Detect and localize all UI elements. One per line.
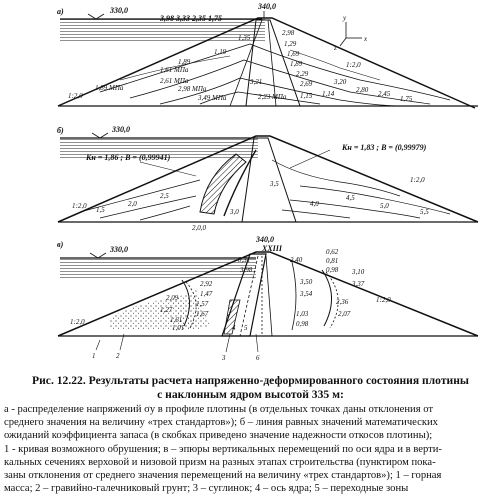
axis-label-x: x bbox=[364, 35, 368, 43]
caption-line: кальных сечениях верховой и низовой призм на разных этапах строительства (пунктиром пока- bbox=[4, 456, 436, 468]
panel-b-slope-up: 1:2,0 bbox=[72, 202, 87, 210]
contour-label: 1,5 bbox=[96, 206, 105, 214]
stress-label: 1,19 bbox=[214, 48, 227, 56]
displacement-label: 3,98 bbox=[240, 266, 253, 274]
panel-b-slope-down: 1:2,0 bbox=[410, 176, 425, 184]
panel-a-slope-up: 1:2,0 bbox=[68, 92, 83, 100]
panel-a-letter: а) bbox=[57, 7, 64, 16]
panel-b-elev-label: 2,0,0 bbox=[192, 224, 206, 232]
zone-number: 1 bbox=[92, 352, 96, 360]
slip-wedge bbox=[200, 154, 246, 214]
stress-label: 2,98 bbox=[282, 29, 295, 37]
caption-body bbox=[4, 403, 497, 495]
caption-line: масса; 2 – гравийно-галечниковый грунт; 3 – суглинок; 4 – ось ядра; 5 – переходные зоны bbox=[4, 483, 409, 495]
contour-label: 2,0 bbox=[128, 200, 137, 208]
zone-number: 5 bbox=[244, 324, 248, 332]
contour-label: 2,5 bbox=[160, 192, 169, 200]
displacement-label: 2,40 bbox=[290, 256, 303, 264]
zone-number: 4 bbox=[232, 324, 236, 332]
caption-title-line1: Рис. 12.22. Результаты расчета напряженно-деформированного состояния плотины bbox=[32, 374, 469, 387]
stress-label: 3,21 bbox=[250, 78, 263, 86]
displacement-label: 1,67 bbox=[196, 310, 209, 318]
stress-label: 2,80 bbox=[356, 86, 369, 94]
displacement-label: 0,31 bbox=[238, 256, 251, 264]
displacement-label: 2,07 bbox=[338, 310, 351, 318]
stress-label: 1,35 bbox=[238, 34, 251, 42]
stress-label: 2,45 bbox=[378, 90, 391, 98]
displacement-label: 1,01 bbox=[172, 324, 185, 332]
displacement-label: 2,92 bbox=[200, 280, 213, 288]
displacement-label: 2,36 bbox=[336, 298, 349, 306]
displacement-label: 0,62 bbox=[326, 248, 339, 256]
panel-c bbox=[57, 235, 478, 362]
panel-b bbox=[57, 125, 478, 232]
caption-line: среднего значения на величину «трех стандартов»); б – линия равных значений математических bbox=[4, 417, 438, 429]
panel-b-water-elev: 330,0 bbox=[112, 125, 130, 134]
displacement-label: 1,03 bbox=[296, 310, 309, 318]
panel-a-top-values: 3,98 3,33 2,35 1,75 bbox=[160, 14, 222, 23]
panel-c-roman: XXIII bbox=[262, 244, 283, 253]
stress-label: 1,89 bbox=[290, 60, 303, 68]
contour-label: 5,5 bbox=[420, 208, 429, 216]
figure-caption bbox=[4, 374, 497, 495]
displacement-label: 0,98 bbox=[326, 266, 339, 274]
stress-label: 1,29 bbox=[284, 40, 297, 48]
axis-label-z: z bbox=[334, 44, 337, 52]
caption-line: а - распределение напряжений σy в профиле плотины (в отдельных точках даны отклонения от bbox=[4, 404, 434, 415]
coordinate-axes-icon bbox=[333, 14, 368, 52]
contour-label: 3,5 bbox=[270, 180, 279, 188]
panel-c-reservoir bbox=[60, 258, 256, 278]
stress-label: 2,69 bbox=[300, 80, 313, 88]
stress-label: 2,23 МПа bbox=[258, 93, 287, 101]
displacement-label: 3,54 bbox=[300, 290, 313, 298]
caption-line: заны отклонения от среднего значения перемещений на величину «трех стандартов»); 1 – горная bbox=[4, 470, 442, 482]
contour-label: 5,0 bbox=[380, 202, 389, 210]
zone-number: 6 bbox=[256, 354, 260, 362]
contour-label: 4,0 bbox=[310, 200, 319, 208]
displacement-label: 3,37 bbox=[352, 280, 365, 288]
stress-label: 3,49 МПа bbox=[198, 94, 227, 102]
displacement-label: 3,10 bbox=[352, 268, 365, 276]
caption-title-line2: с наклонным ядром высотой 335 м: bbox=[157, 388, 344, 401]
stress-label: 1,69 bbox=[287, 50, 300, 58]
panel-b-letter: б) bbox=[57, 126, 64, 135]
panel-a-crest-elev: 340,0 bbox=[258, 2, 276, 11]
panel-c-slope-up: 1:2,0 bbox=[70, 318, 85, 326]
axis-label-y: y bbox=[343, 14, 347, 22]
panel-b-k-right: Кн = 1,83 ; В = (0,99979) bbox=[342, 143, 427, 152]
panel-a bbox=[57, 2, 478, 108]
displacement-label: 3,50 bbox=[300, 278, 313, 286]
panel-c-slope-down: 1:2,0 bbox=[376, 296, 391, 304]
stress-label: 2,98 МПа bbox=[178, 85, 207, 93]
panel-a-water-elev: 330,0 bbox=[110, 6, 128, 15]
stress-label: 1,15 bbox=[300, 92, 313, 100]
panel-b-k-left: Кн = 1,86 ; В = (0,99941) bbox=[86, 153, 171, 162]
water-level-icon bbox=[90, 253, 106, 258]
zone-number: 3 bbox=[222, 354, 226, 362]
stress-label: 1,89 МПа bbox=[95, 84, 124, 92]
panel-c-letter: в) bbox=[57, 240, 64, 249]
zone-number: 2 bbox=[116, 352, 120, 360]
stress-label: 2,61 МПа bbox=[160, 77, 189, 85]
panel-a-slope-down: 1:2,0 bbox=[346, 61, 361, 69]
panel-c-crest-elev: 340,0 bbox=[256, 235, 274, 244]
caption-line: 1 - кривая возможного обрушения; в – эпюры вертикальных перемещений по оси ядра и в верти- bbox=[4, 443, 442, 455]
displacement-label: 1,27 bbox=[160, 306, 173, 314]
displacement-label: 2,09 bbox=[166, 294, 179, 302]
stress-label: 1,89 bbox=[178, 58, 191, 66]
water-level-icon bbox=[88, 14, 104, 19]
stress-label: 3,20 bbox=[334, 78, 347, 86]
water-level-icon bbox=[92, 133, 108, 138]
displacement-label: 1,61 bbox=[170, 316, 183, 324]
panel-c-water-elev: 330,0 bbox=[110, 245, 128, 254]
contour-label: 4,5 bbox=[346, 194, 355, 202]
stress-label: 1,14 bbox=[322, 90, 335, 98]
stress-label: 1,75 bbox=[400, 95, 413, 103]
caption-line: ожиданий коэффициента запаса (в скобках приведено значение надежности откосов плотины); bbox=[4, 430, 433, 442]
contour-label: 3,0 bbox=[230, 208, 239, 216]
displacement-label: 0,81 bbox=[326, 257, 339, 265]
displacement-label: 1,47 bbox=[200, 290, 213, 298]
displacement-label: 0,98 bbox=[296, 320, 309, 328]
stress-label: 1,61 МПа bbox=[160, 66, 189, 74]
displacement-label: 1,57 bbox=[196, 300, 209, 308]
stress-label: 2,29 bbox=[296, 70, 309, 78]
